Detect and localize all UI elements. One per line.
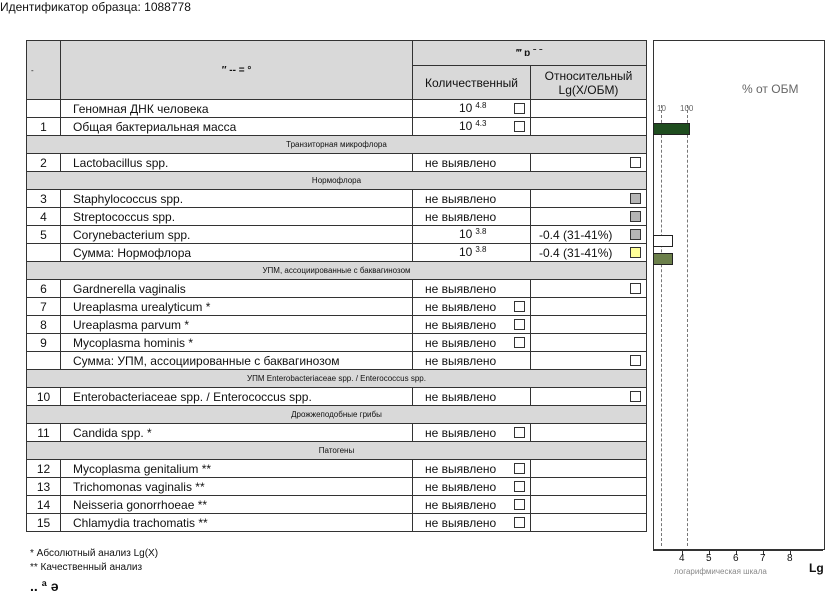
quantitative-cell — [413, 514, 531, 532]
quantitative-cell — [413, 424, 531, 442]
section-row — [27, 172, 647, 190]
quantitative-text: не выявлено — [425, 281, 497, 296]
chart-frame — [653, 40, 825, 550]
row-number: 1 — [27, 118, 61, 136]
quantitative-cell — [413, 478, 531, 496]
section-row — [27, 370, 647, 388]
quantitative-checkbox — [514, 319, 525, 330]
quantitative-text: не выявлено — [425, 425, 497, 440]
sample-id: Идентификатор образца: 1088778 — [0, 0, 191, 14]
axis-tick-label: 4 — [679, 553, 685, 564]
organism-name: Общая бактериальная масса — [61, 118, 413, 136]
row-number: 4 — [27, 208, 61, 226]
quantitative-text: не выявлено — [425, 461, 497, 476]
gridline-10 — [661, 105, 662, 546]
bottom-mark: .. ª ə — [30, 578, 59, 594]
organism-name: Ureaplasma urealyticum * — [61, 298, 413, 316]
table-row — [27, 352, 647, 370]
organism-name: Ureaplasma parvum * — [61, 316, 413, 334]
quantitative-exponent: 3.8 — [475, 227, 487, 236]
relative-cell — [531, 226, 647, 244]
relative-cell — [531, 352, 647, 370]
header-quant: Количественный — [413, 66, 531, 100]
section-row — [27, 406, 647, 424]
relative-cell — [531, 424, 647, 442]
section-title: УПМ, ассоциированные с баквагинозом — [27, 262, 647, 280]
gridline-100 — [687, 105, 688, 546]
row-number: 3 — [27, 190, 61, 208]
quantitative-value — [459, 119, 486, 133]
organism-name: Gardnerella vaginalis — [61, 280, 413, 298]
relative-cell — [531, 460, 647, 478]
quantitative-cell — [413, 496, 531, 514]
quantitative-checkbox — [514, 103, 525, 114]
row-number: 5 — [27, 226, 61, 244]
quantitative-checkbox — [514, 499, 525, 510]
row-number: 9 — [27, 334, 61, 352]
organism-name: Candida spp. * — [61, 424, 413, 442]
quantitative-value — [459, 101, 486, 115]
relative-cell — [531, 478, 647, 496]
quantitative-cell — [413, 208, 531, 226]
relative-cell — [531, 244, 647, 262]
chart-tick-100: 100 — [680, 104, 694, 113]
row-number — [27, 244, 61, 262]
relative-cell — [531, 190, 647, 208]
relative-cell — [531, 298, 647, 316]
section-row — [27, 136, 647, 154]
quantitative-text: не выявлено — [425, 299, 497, 314]
row-number: 13 — [27, 478, 61, 496]
relative-indicator-box — [630, 355, 641, 366]
row-number: 11 — [27, 424, 61, 442]
relative-indicator-box — [630, 193, 641, 204]
table-row — [27, 154, 647, 172]
section-title: Нормофлора — [27, 172, 647, 190]
quantitative-text: не выявлено — [425, 497, 497, 512]
section-title: Дрожжеподобные грибы — [27, 406, 647, 424]
organism-name: Сумма: УПМ, ассоциированные с баквагинозом — [61, 352, 413, 370]
section-title: Патогены — [27, 442, 647, 460]
quantitative-text: не выявлено — [425, 335, 497, 350]
table-row — [27, 226, 647, 244]
quantitative-cell — [413, 154, 531, 172]
chart-axis — [653, 550, 823, 551]
organism-name: Enterobacteriaceae spp. / Enterococcus spp. — [61, 388, 413, 406]
table-row — [27, 316, 647, 334]
header-rel: Относительный Lg(X/ОБМ) — [531, 66, 647, 100]
relative-indicator-box — [630, 229, 641, 240]
axis-tick-label: 5 — [706, 553, 712, 564]
quantitative-mantissa: 10 — [459, 119, 473, 133]
quantitative-cell — [413, 298, 531, 316]
organism-name: Neisseria gonorrhoeae ** — [61, 496, 413, 514]
axis-tick-label: 6 — [733, 553, 739, 564]
quantitative-cell — [413, 280, 531, 298]
quantitative-mantissa: 10 — [459, 227, 473, 241]
row-number — [27, 100, 61, 118]
quantitative-checkbox — [514, 481, 525, 492]
table-row — [27, 298, 647, 316]
quantitative-cell — [413, 316, 531, 334]
section-title: Транзиторная микрофлора — [27, 136, 647, 154]
header-name: ″ -- = ° — [61, 41, 413, 100]
quantitative-checkbox — [514, 301, 525, 312]
quantitative-exponent: 4.3 — [475, 119, 487, 128]
quantitative-checkbox — [514, 337, 525, 348]
table-row — [27, 334, 647, 352]
relative-cell — [531, 514, 647, 532]
row-number: 10 — [27, 388, 61, 406]
quantitative-checkbox — [514, 517, 525, 528]
quantitative-checkbox — [514, 463, 525, 474]
quantitative-cell — [413, 334, 531, 352]
quantitative-exponent: 4.8 — [475, 101, 487, 110]
relative-cell — [531, 280, 647, 298]
header-result-group: ‴ ɒ ˉ ˉ — [413, 41, 647, 66]
table-row — [27, 100, 647, 118]
quantitative-cell — [413, 100, 531, 118]
organism-name: Lactobacillus spp. — [61, 154, 413, 172]
organism-name: Геномная ДНК человека — [61, 100, 413, 118]
organism-name: Streptococcus spp. — [61, 208, 413, 226]
section-row — [27, 262, 647, 280]
row-number: 14 — [27, 496, 61, 514]
row-number: 8 — [27, 316, 61, 334]
quantitative-text: не выявлено — [425, 479, 497, 494]
relative-cell — [531, 316, 647, 334]
table-row — [27, 460, 647, 478]
footnote-absolute: * Абсолютный анализ Lg(X) — [30, 548, 159, 559]
axis-tick-label: 8 — [787, 553, 793, 564]
quantitative-cell — [413, 460, 531, 478]
relative-indicator-box — [630, 211, 641, 222]
quantitative-text: не выявлено — [425, 389, 497, 404]
row-number: 2 — [27, 154, 61, 172]
chart-bar — [653, 253, 673, 265]
chart-bar — [653, 235, 673, 247]
quantitative-exponent: 3.8 — [475, 245, 487, 254]
header-num: - — [27, 41, 61, 100]
table-row — [27, 514, 647, 532]
quantitative-cell — [413, 388, 531, 406]
relative-cell — [531, 496, 647, 514]
quantitative-cell — [413, 226, 531, 244]
table-row — [27, 280, 647, 298]
relative-cell — [531, 208, 647, 226]
axis-tick-label: 7 — [760, 553, 766, 564]
organism-name: Mycoplasma hominis * — [61, 334, 413, 352]
quantitative-text: не выявлено — [425, 209, 497, 224]
quantitative-cell — [413, 244, 531, 262]
chart-label: % от ОБМ — [742, 82, 799, 96]
organism-name: Chlamydia trachomatis ** — [61, 514, 413, 532]
quantitative-value — [459, 245, 486, 259]
quantitative-mantissa: 10 — [459, 245, 473, 259]
quantitative-text: не выявлено — [425, 515, 497, 530]
organism-name: Staphylococcus spp. — [61, 190, 413, 208]
quantitative-text: не выявлено — [425, 317, 497, 332]
chart-bar — [653, 123, 690, 135]
table-row — [27, 244, 647, 262]
quantitative-mantissa: 10 — [459, 101, 473, 115]
section-title: УПМ Enterobacteriaceae spp. / Enterococcus spp. — [27, 370, 647, 388]
row-number: 12 — [27, 460, 61, 478]
relative-cell — [531, 334, 647, 352]
quantitative-cell — [413, 190, 531, 208]
organism-name: Trichomonas vaginalis ** — [61, 478, 413, 496]
relative-indicator-box — [630, 391, 641, 402]
relative-value: -0.4 (31-41%) — [539, 227, 613, 242]
table-row — [27, 388, 647, 406]
quantitative-cell — [413, 352, 531, 370]
table-row — [27, 190, 647, 208]
table-row — [27, 424, 647, 442]
quantitative-text: не выявлено — [425, 155, 497, 170]
organism-name: Mycoplasma genitalium ** — [61, 460, 413, 478]
relative-indicator-box — [630, 283, 641, 294]
quantitative-text: не выявлено — [425, 191, 497, 206]
quantitative-cell — [413, 118, 531, 136]
row-number: 6 — [27, 280, 61, 298]
relative-cell — [531, 154, 647, 172]
row-number: 15 — [27, 514, 61, 532]
row-number — [27, 352, 61, 370]
relative-cell — [531, 388, 647, 406]
relative-cell — [531, 100, 647, 118]
section-row — [27, 442, 647, 460]
scale-label: логарифмическая шкала — [674, 567, 767, 576]
quantitative-text: не выявлено — [425, 353, 497, 368]
chart-tick-10: 10 — [657, 104, 666, 113]
axis-unit: Lg — [809, 561, 824, 575]
results-table — [26, 40, 647, 532]
table-row — [27, 478, 647, 496]
footnote-qualitative: ** Качественный анализ — [30, 562, 143, 573]
relative-indicator-box — [630, 157, 641, 168]
quantitative-checkbox — [514, 427, 525, 438]
quantitative-value — [459, 227, 486, 241]
relative-indicator-box — [630, 247, 641, 258]
table-row — [27, 208, 647, 226]
organism-name: Сумма: Нормофлора — [61, 244, 413, 262]
relative-value: -0.4 (31-41%) — [539, 245, 613, 260]
table-row — [27, 118, 647, 136]
row-number: 7 — [27, 298, 61, 316]
relative-cell — [531, 118, 647, 136]
quantitative-checkbox — [514, 121, 525, 132]
table-row — [27, 496, 647, 514]
organism-name: Corynebacterium spp. — [61, 226, 413, 244]
